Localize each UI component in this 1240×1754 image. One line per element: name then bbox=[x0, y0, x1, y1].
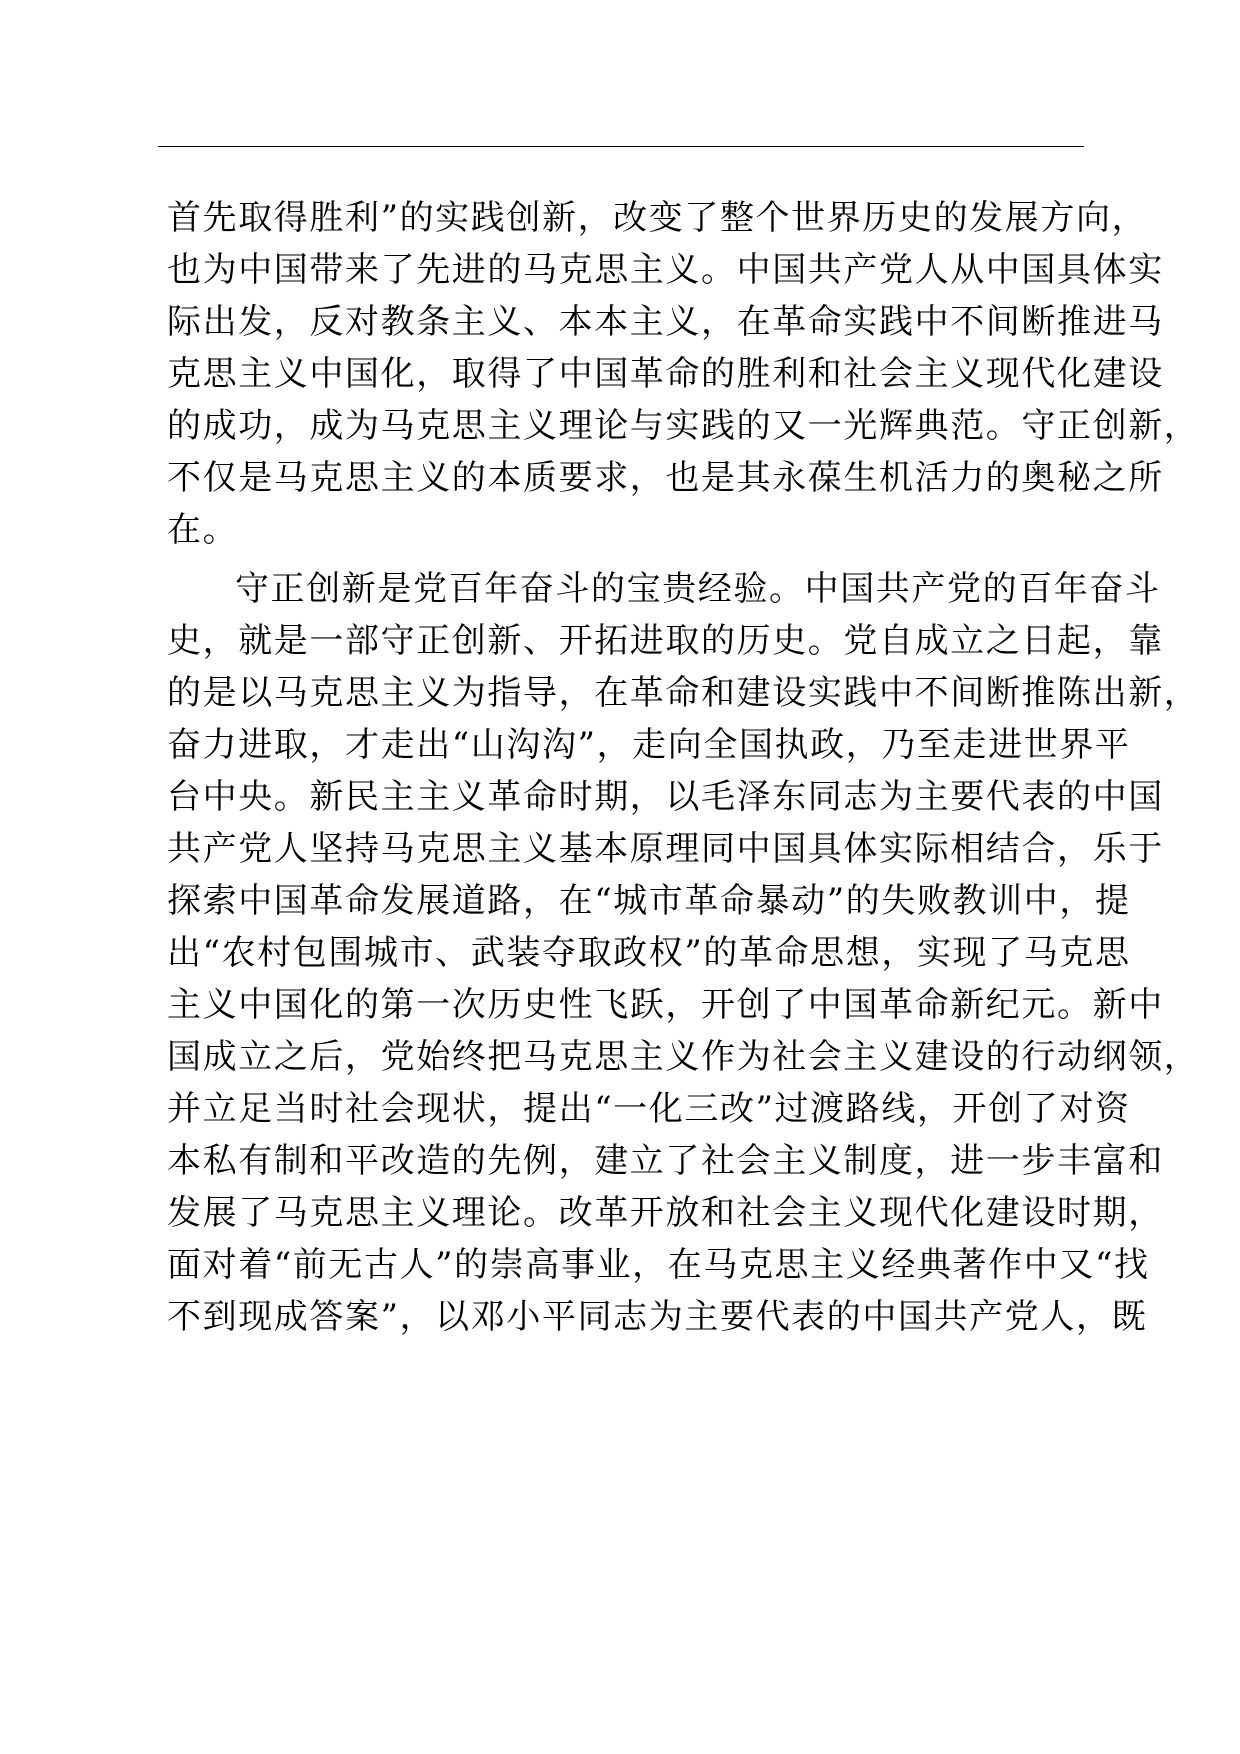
text-line: 国成立之后，党始终把马克思主义作为社会主义建设的行动纲领， bbox=[167, 1037, 1200, 1077]
text-line: 在。 bbox=[167, 510, 239, 550]
text-line: 克思主义中国化，取得了中国革命的胜利和社会主义现代化建设 bbox=[167, 354, 1164, 394]
text-line: 也为中国带来了先进的马克思主义。中国共产党人从中国具体实 bbox=[167, 250, 1164, 290]
header-rule bbox=[158, 146, 1084, 147]
text-line: 面对着“前无古人”的崇高事业，在马克思主义经典著作中又“找 bbox=[167, 1245, 1150, 1285]
text-line: 不仅是马克思主义的本质要求，也是其永葆生机活力的奥秘之所 bbox=[167, 458, 1164, 498]
text-line: 共产党人坚持马克思主义基本原理同中国具体实际相结合，乐于 bbox=[167, 829, 1164, 869]
text-line: 发展了马克思主义理论。改革开放和社会主义现代化建设时期， bbox=[167, 1193, 1164, 1233]
text-line: 守正创新是党百年奋斗的宝贵经验。中国共产党的百年奋斗 bbox=[235, 569, 1161, 609]
text-line: 本私有制和平改造的先例，建立了社会主义制度，进一步丰富和 bbox=[167, 1141, 1164, 1181]
text-line: 出“农村包围城市、武装夺取政权”的革命思想，实现了马克思 bbox=[167, 933, 1131, 973]
text-line: 际出发，反对教条主义、本本主义，在革命实践中不间断推进马 bbox=[167, 302, 1164, 342]
text-line: 探索中国革命发展道路，在“城市革命暴动”的失败教训中，提 bbox=[167, 881, 1131, 921]
text-line: 主义中国化的第一次历史性飞跃，开创了中国革命新纪元。新中 bbox=[167, 985, 1164, 1025]
document-body bbox=[167, 192, 1200, 1343]
text-line: 不到现成答案”，以邓小平同志为主要代表的中国共产党人，既 bbox=[167, 1297, 1148, 1337]
text-line: 台中央。新民主主义革命时期，以毛泽东同志为主要代表的中国 bbox=[167, 777, 1164, 817]
text-line: 奋力进取，才走出“山沟沟”，走向全国执政，乃至走进世界平 bbox=[167, 725, 1131, 765]
text-line: 首先取得胜利”的实践创新，改变了整个世界历史的发展方向， bbox=[167, 198, 1148, 238]
text-line: 的成功，成为马克思主义理论与实践的又一光辉典范。守正创新， bbox=[167, 406, 1200, 446]
text-line: 并立足当时社会现状，提出“一化三改”过渡路线，开创了对资 bbox=[167, 1089, 1131, 1129]
paragraph-2 bbox=[167, 563, 1200, 1343]
text-line: 的是以马克思主义为指导，在革命和建设实践中不间断推陈出新， bbox=[167, 673, 1200, 713]
paragraph-1 bbox=[167, 192, 1200, 556]
text-line: 史，就是一部守正创新、开拓进取的历史。党自成立之日起，靠 bbox=[167, 621, 1164, 661]
